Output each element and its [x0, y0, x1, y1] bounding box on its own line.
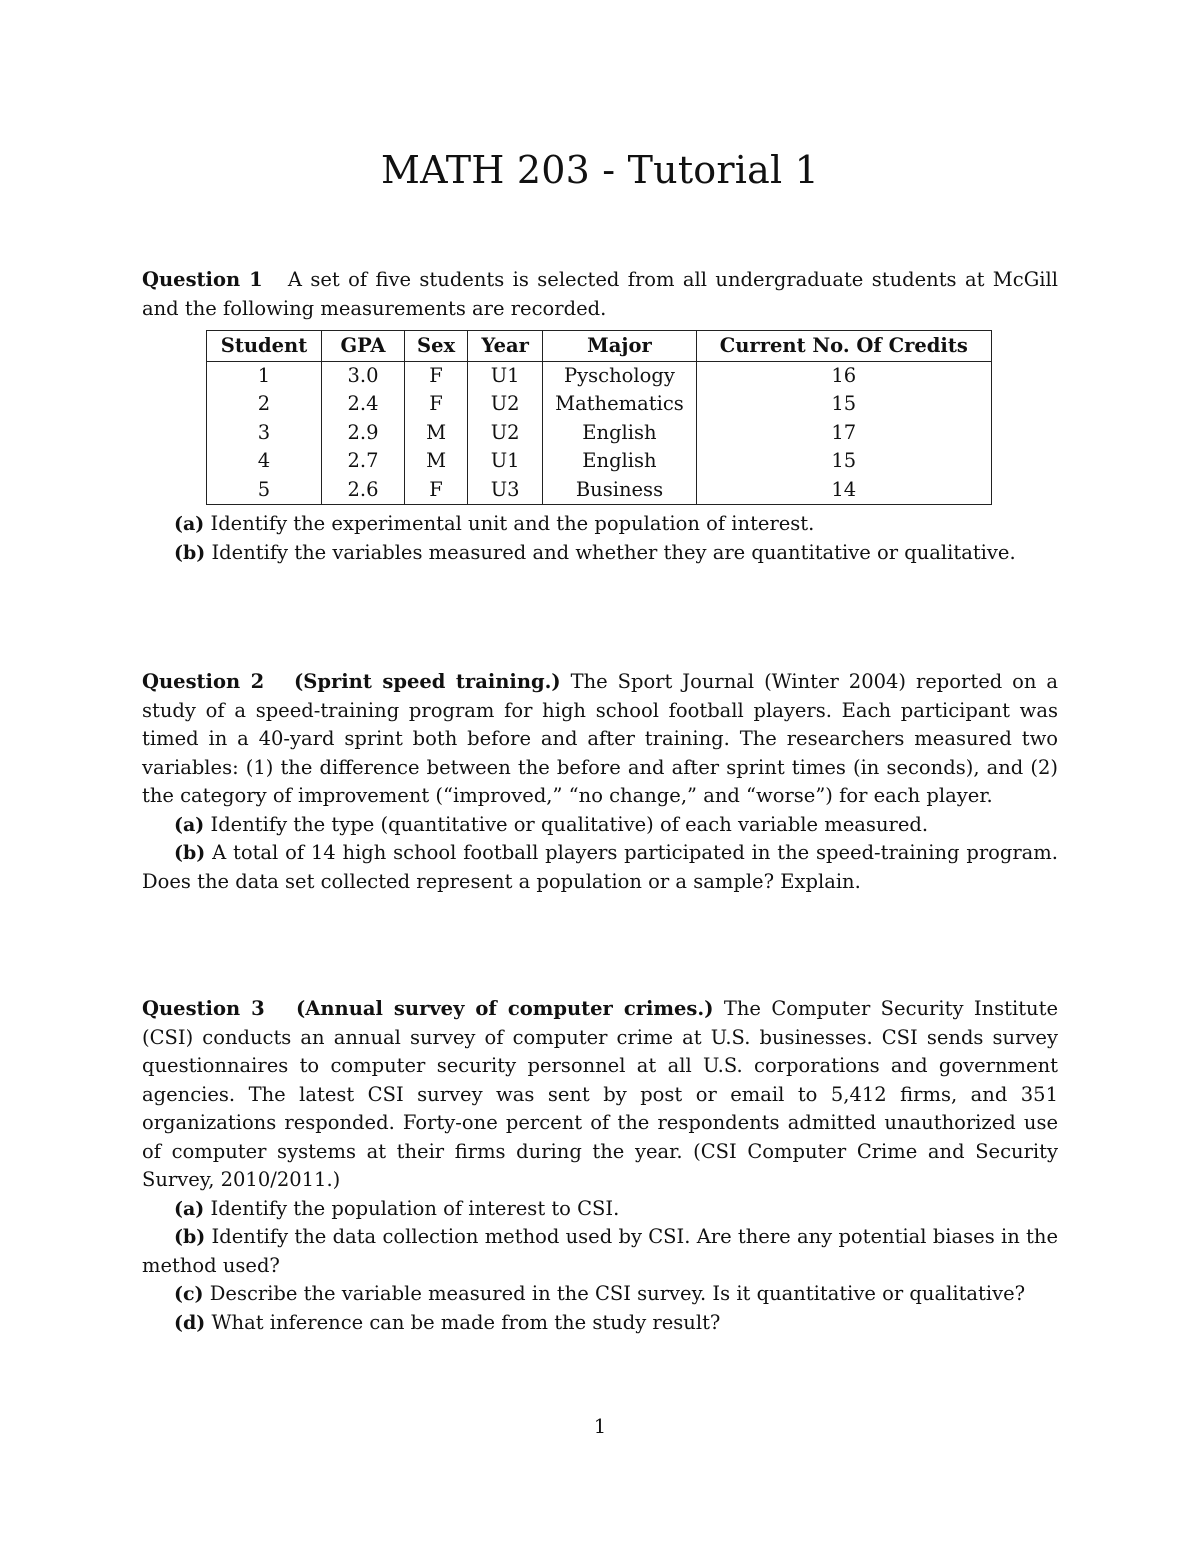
table-cell: F: [405, 390, 468, 418]
part-text: Identify the experimental unit and the population of interest.: [210, 512, 815, 535]
question-1-part-a: [142, 510, 1058, 539]
page-title: MATH 203 - Tutorial 1: [381, 148, 819, 192]
part-label: (c): [174, 1283, 204, 1305]
part-label: (b): [174, 1226, 206, 1248]
part-text: What inference can be made from the study result?: [211, 1310, 721, 1334]
question-2-label: Question 2: [142, 670, 265, 693]
question-2-text: The Sport Journal (Winter 2004) reported on a study of a speed-training program for high school football players. Each participant was timed in a 40-yard sprint both before and after training. The researchers measured two variables: (1) the difference between the before and after sprint times (in seconds), and (2) the category of improvement (“improved,” “no change,” and “worse”) for each player.: [142, 670, 1058, 807]
table-cell: M: [405, 419, 468, 447]
question-2-heading: (Sprint speed training.): [294, 670, 561, 693]
part-text: A total of 14 high school football players participated in the speed-training program. Does the data set collected represent a population or a sample? Explain.: [142, 841, 1058, 893]
table-header-cell: Current No. Of Credits: [696, 331, 991, 362]
question-3-part-a: [142, 1195, 1058, 1224]
question-1-parts: [142, 510, 1058, 567]
table-cell: 1: [207, 362, 322, 391]
table-cell: 5: [207, 476, 322, 505]
part-label: (b): [174, 842, 206, 864]
table-cell: 3.0: [322, 362, 405, 391]
student-table: [206, 330, 992, 505]
question-2-part-b: [142, 839, 1058, 896]
table-cell: 2.9: [322, 419, 405, 447]
table-header-row: [207, 331, 992, 362]
part-text: Identify the population of interest to CSI.: [210, 1196, 620, 1220]
table-cell: 14: [696, 476, 991, 505]
question-3-text: The Computer Security Institute (CSI) conducts an annual survey of computer crime at U.S. businesses. CSI sends survey questionnaires to computer security personnel at all U.S. corporations and government agencies. The latest CSI survey was sent by post or email to 5,412 firms, and 351 organizations responded. Forty-one percent of the respondents admitted unauthorized use of computer systems at their firms during the year. (CSI Computer Crime and Security Survey, 2010/2011.): [142, 997, 1058, 1191]
question-2-part-a: [142, 811, 1058, 840]
question-1-intro: [142, 266, 1058, 323]
table-cell: F: [405, 362, 468, 391]
page-number: 1: [593, 1415, 607, 1438]
question-1-text: A set of five students is selected from all undergraduate students at McGill and the following measurements are recorded.: [142, 268, 1058, 320]
table-cell: Pyschology: [543, 362, 697, 391]
table-cell: U3: [468, 476, 543, 505]
table-header-cell: GPA: [322, 331, 405, 362]
question-3-part-d: [142, 1309, 1058, 1338]
table-cell: 16: [696, 362, 991, 391]
table-cell: 17: [696, 419, 991, 447]
table-cell: U1: [468, 362, 543, 391]
table-header-cell: Major: [543, 331, 697, 362]
table-cell: F: [405, 476, 468, 505]
table-cell: 2.7: [322, 447, 405, 475]
table-row: [207, 362, 992, 391]
part-text: Describe the variable measured in the CSI survey. Is it quantitative or qualitative?: [209, 1282, 1026, 1305]
table-row: [207, 447, 992, 475]
question-3-intro: [142, 995, 1058, 1195]
part-label: (a): [174, 1197, 205, 1220]
table-cell: 3: [207, 419, 322, 447]
table-header-cell: Year: [468, 331, 543, 362]
table-row: [207, 390, 992, 418]
table-row: [207, 476, 992, 505]
question-1-part-b: [142, 539, 1058, 568]
question-2: [142, 668, 1058, 896]
table-cell: 15: [696, 390, 991, 418]
table-cell: Business: [543, 476, 697, 505]
table-cell: 2.4: [322, 390, 405, 418]
part-label: (a): [174, 513, 205, 535]
table-header-cell: Sex: [405, 331, 468, 362]
table-cell: U2: [468, 390, 543, 418]
question-2-intro: [142, 668, 1058, 811]
table-cell: U1: [468, 447, 543, 475]
question-1-label: Question 1: [142, 268, 263, 291]
part-label: (d): [174, 1311, 206, 1334]
table-cell: U2: [468, 419, 543, 447]
table-cell: M: [405, 447, 468, 475]
question-3-part-c: [142, 1280, 1058, 1309]
table-cell: Mathematics: [543, 390, 697, 418]
table-cell: English: [543, 419, 697, 447]
table-cell: 15: [696, 447, 991, 475]
part-text: Identify the variables measured and whether they are quantitative or qualitative.: [211, 540, 1016, 564]
part-text: Identify the data collection method used by CSI. Are there any potential biases in the method used?: [142, 1225, 1058, 1277]
table-header-cell: Student: [207, 331, 322, 362]
question-3-label: Question 3: [142, 997, 265, 1020]
table-cell: 2: [207, 390, 322, 418]
table-cell: English: [543, 447, 697, 475]
table-cell: 2.6: [322, 476, 405, 505]
table-row: [207, 419, 992, 447]
question-1: [142, 266, 1058, 323]
question-3-heading: (Annual survey of computer crimes.): [295, 997, 714, 1020]
part-text: Identify the type (quantitative or qualitative) of each variable measured.: [210, 812, 929, 836]
question-3: [142, 995, 1058, 1337]
part-label: (a): [174, 813, 205, 836]
question-3-part-b: [142, 1223, 1058, 1280]
part-label: (b): [174, 541, 206, 564]
table-cell: 4: [207, 447, 322, 475]
